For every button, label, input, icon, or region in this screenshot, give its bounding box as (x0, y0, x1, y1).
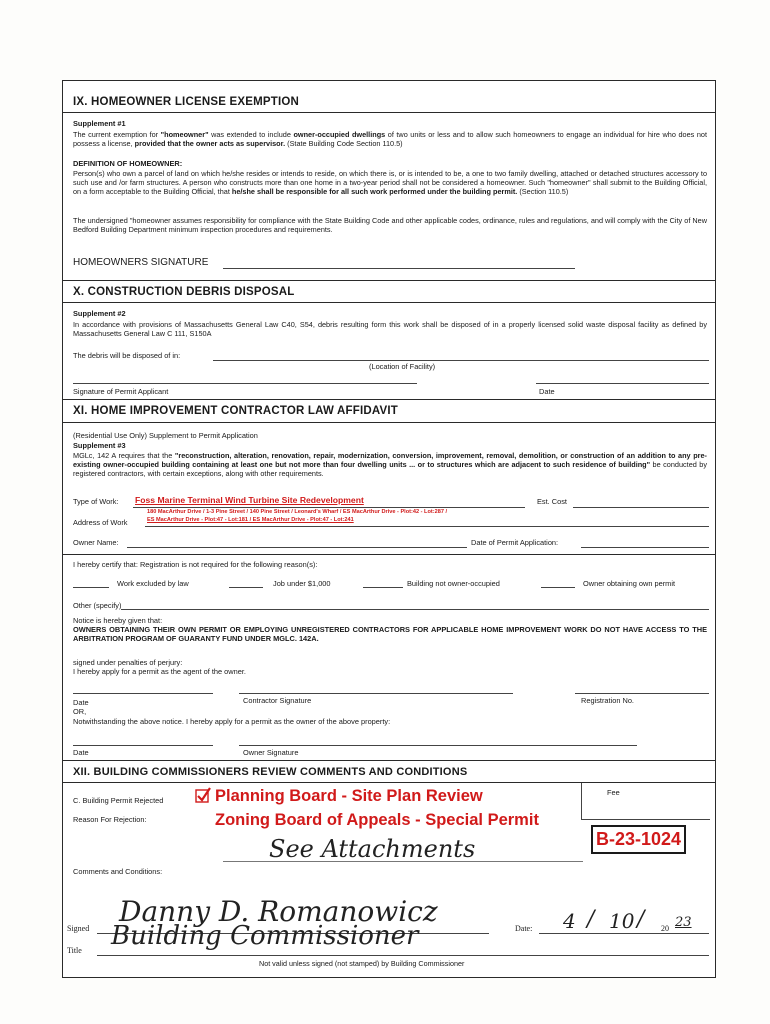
date-month-handwritten: 4 (563, 909, 576, 933)
debris-disposed-label: The debris will be disposed of in: (73, 351, 181, 360)
reason-job-under: Job under $1,000 (273, 579, 331, 588)
or-label: OR, (73, 707, 87, 716)
permit-applicant-signature-label: Signature of Permit Applicant (73, 387, 169, 396)
date-year-handwritten: 23 (675, 915, 692, 930)
work-address-line1: 180 MacArthur Drive / 1-3 Pine Street / 140 Pine Street / Leonard's Wharf / ES MacArthur Drive - Plot:42 - Lot:287 / (147, 509, 448, 515)
homeowner-exemption-text: The current exemption for "homeowner" was extended to include owner-occupied dwellings of two units or less and to allow such homeowners to engage an individual for hire who does not possess a license, provided that the owner acts as supervisor. (State Building Code Section 110.5) (73, 130, 707, 148)
reason-checkbox-line[interactable] (363, 587, 403, 588)
agent-apply-text: I hereby apply for a permit as the agent of the owner. (73, 667, 246, 676)
reason-checkbox-line[interactable] (541, 587, 575, 588)
definition-text: Person(s) who own a parcel of land on which he/she resides or intends to reside, on which there is, or is intended to be, a one to two family dwelling, attached or detached structures accessory to such use and /or farm structures. A person who constructs more than one home in a two-year period shall not be considered a homeowner. Such "homeowner" shall submit to the Building Official, on a form acceptable to the Building Official, that he/she shall be responsible for all such work performed under the building permit. (Section 110.5) (73, 169, 707, 196)
section-divider (63, 554, 715, 555)
date-of-permit-application-line[interactable] (581, 547, 709, 548)
section-divider (63, 302, 715, 303)
other-specify-label: Other (specify) (73, 601, 122, 610)
work-address-line2[interactable]: ES MacArthur Drive - Plot:47 - Lot:181 / ES MacArthur Drive - Plot:47 - Lot:241 (147, 517, 354, 523)
other-specify-line[interactable] (121, 609, 709, 610)
address-of-work-line (145, 526, 709, 527)
perjury-text: signed under penalties of perjury: (73, 658, 183, 667)
reason-not-owner-occupied: Building not owner-occupied (407, 579, 500, 588)
zoning-board-stamp: Zoning Board of Appeals - Special Permit (215, 811, 539, 829)
date-slash-handwritten: / (587, 907, 595, 932)
debris-disposal-text: In accordance with provisions of Massachusetts General Law C40, S54, debris resulting form this work shall be disposed of in a properly licensed solid waste disposal facility as defined by Massachusetts General Law C 111, S150A (73, 320, 707, 338)
supplement-3-label: Supplement #3 (73, 441, 126, 450)
residential-use-label: (Residential Use Only) Supplement to Permit Application (73, 431, 258, 440)
type-of-work-value[interactable]: Foss Marine Terminal Wind Turbine Site Redevelopment (135, 495, 364, 505)
homeowner-signature-line[interactable] (223, 268, 575, 269)
reason-owner-own-permit: Owner obtaining own permit (583, 579, 676, 588)
notice-label: Notice is hereby given that: (73, 616, 163, 625)
contractor-date-label: Date (73, 698, 89, 707)
permit-form-page (62, 80, 716, 978)
notwithstanding-text: Notwithstanding the above notice. I hereby apply for a permit as the owner of the above property: (73, 717, 391, 726)
facility-location-line[interactable] (213, 360, 709, 361)
applicant-signature-line[interactable] (73, 383, 417, 384)
comments-conditions-label: Comments and Conditions: (73, 867, 163, 876)
section-divider (63, 280, 715, 281)
date-slash-handwritten: / (637, 907, 645, 932)
contractor-signature-line[interactable] (239, 693, 513, 694)
commissioner-title-handwritten: Building Commissioner (111, 921, 419, 951)
owner-date-line[interactable] (73, 745, 213, 746)
section-divider (63, 760, 715, 761)
reason-checkbox-line[interactable] (73, 587, 109, 588)
owner-date-label: Date (73, 748, 89, 757)
permit-rejected-label: C. Building Permit Rejected (73, 796, 164, 805)
section-xii-title: XII. BUILDING COMMISSIONERS REVIEW COMMENTS AND CONDITIONS (73, 766, 468, 778)
est-cost-label: Est. Cost (537, 497, 567, 506)
definition-heading: DEFINITION OF HOMEOWNER: (73, 159, 183, 168)
date-of-permit-application-label: Date of Permit Application: (471, 538, 559, 547)
commissioner-signature: Danny D. Romanowicz (119, 895, 438, 928)
reason-for-rejection-label: Reason For Rejection: (73, 815, 147, 824)
fee-box[interactable] (581, 783, 710, 820)
type-of-work-label: Type of Work: (73, 497, 119, 506)
section-ix-title: IX. HOMEOWNER LICENSE EXEMPTION (73, 96, 299, 108)
address-of-work-label: Address of Work (73, 518, 128, 527)
owner-name-line[interactable] (127, 547, 467, 548)
registration-no-label: Registration No. (581, 696, 634, 705)
owner-name-label: Owner Name: (73, 538, 119, 547)
debris-date-line[interactable] (536, 383, 709, 384)
signed-date-line[interactable] (539, 933, 709, 934)
title-label: Title (67, 946, 82, 955)
owner-signature-label: Owner Signature (243, 748, 299, 757)
certify-text: I hereby certify that: Registration is not required for the following reason(s): (73, 560, 318, 569)
est-cost-line[interactable] (573, 507, 709, 508)
section-xi-title: XI. HOME IMPROVEMENT CONTRACTOR LAW AFFIDAVIT (73, 405, 399, 417)
section-divider (63, 399, 715, 400)
signed-date-label: Date: (515, 924, 533, 933)
checkmark-icon (195, 787, 211, 803)
notice-bold-text: OWNERS OBTAINING THEIR OWN PERMIT OR EMPLOYING UNREGISTERED CONTRACTORS FOR APPLICABLE HOME IMPROVEMENT WORK DO NOT HAVE ACCESS TO THE ARBITRATION PROGRAM OF GUARANTY FUND UNDER MGLC. 142A. (73, 625, 707, 643)
rejection-reason-line (223, 861, 583, 862)
registration-no-line[interactable] (575, 693, 709, 694)
contractor-date-line[interactable] (73, 693, 213, 694)
planning-board-stamp: Planning Board - Site Plan Review (215, 787, 483, 805)
fee-label: Fee (607, 788, 620, 797)
undersigned-text: The undersigned "homeowner assumes responsibility for compliance with the State Building Code and other applicable codes, ordinance, rules and regulations, and will comply with the City of New Bedford Building Department minimum inspection procedures and requirements. (73, 216, 707, 234)
commissioner-title-line[interactable] (97, 955, 709, 956)
reason-work-excluded: Work excluded by law (117, 579, 189, 588)
contractor-signature-label: Contractor Signature (243, 696, 312, 705)
signed-label: Signed (67, 924, 90, 933)
section-divider (63, 422, 715, 423)
supplement-1-label: Supplement #1 (73, 119, 126, 128)
type-of-work-line (133, 507, 525, 508)
contractor-law-text: MGLc, 142 A requires that the "reconstruction, alteration, renovation, repair, modernization, conversion, improvement, removal, demolition, or construction of an addition to any pre-existing owner-occupied building containing at least one but not more than four dwelling units ... or to structures which are adjacent to such residence of building" be conducted by registered contractors, with certain exceptions, along with other requirements. (73, 451, 707, 478)
section-x-title: X. CONSTRUCTION DEBRIS DISPOSAL (73, 286, 295, 298)
owner-signature-line[interactable] (239, 745, 637, 746)
see-attachments-handwritten: See Attachments (269, 835, 476, 863)
location-of-facility-caption: (Location of Facility) (369, 362, 436, 371)
section-divider (63, 112, 715, 113)
date-day-handwritten: 10 (609, 909, 635, 933)
debris-date-label: Date (539, 387, 555, 396)
reason-checkbox-line[interactable] (229, 587, 263, 588)
not-valid-note: Not valid unless signed (not stamped) by Building Commissioner (259, 959, 465, 968)
case-number-badge: B-23-1024 (591, 825, 686, 854)
supplement-2-label: Supplement #2 (73, 309, 126, 318)
homeowner-signature-label: HOMEOWNERS SIGNATURE (73, 257, 209, 268)
date-year-prefix: 20 (661, 924, 669, 933)
